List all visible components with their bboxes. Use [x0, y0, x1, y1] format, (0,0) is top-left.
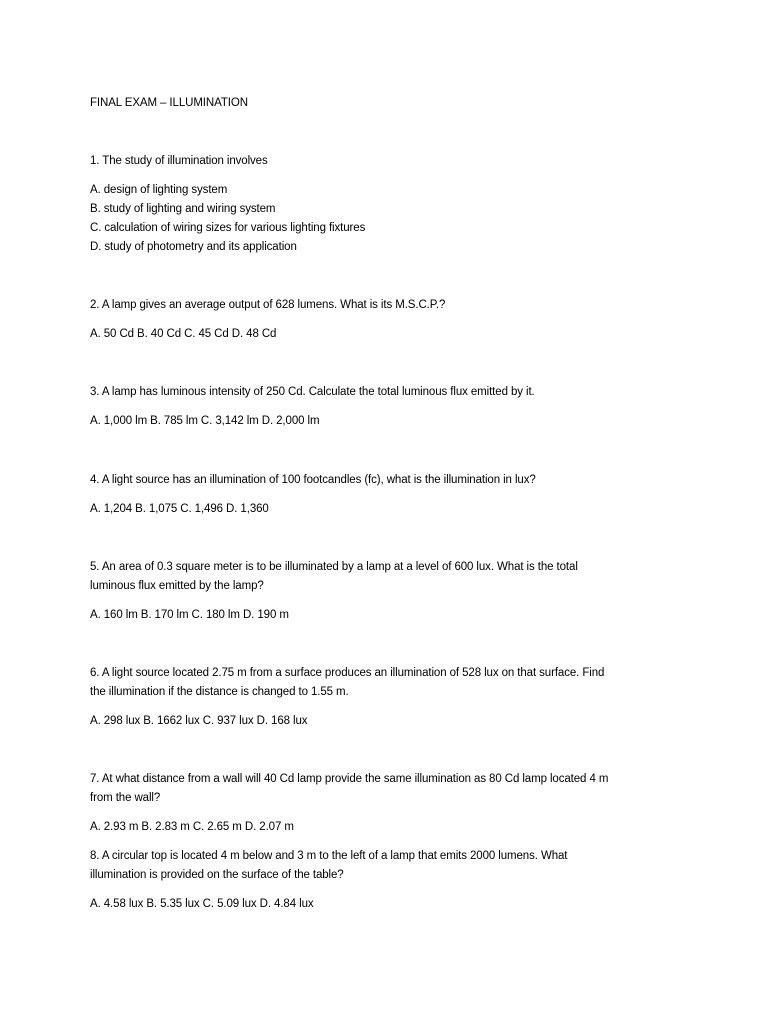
question-7-text-line-1: 7. At what distance from a wall will 40 Cd lamp provide the same illumination as 80 Cd lamp located 4 m	[90, 773, 609, 785]
question-4-choices: A. 1,204 B. 1,075 C. 1,496 D. 1,360	[90, 503, 269, 515]
question-3-text: 3. A lamp has luminous intensity of 250 Cd. Calculate the total luminous flux emitted by it.	[90, 386, 535, 398]
question-1-choice-d: D. study of photometry and its application	[90, 241, 297, 253]
question-6-text-line-1: 6. A light source located 2.75 m from a surface produces an illumination of 528 lux on that surface. Find	[90, 667, 605, 679]
exam-title: FINAL EXAM – ILLUMINATION	[90, 97, 248, 109]
question-1-choice-a: A. design of lighting system	[90, 184, 228, 196]
question-1-choice-b: B. study of lighting and wiring system	[90, 203, 276, 215]
question-8-choices: A. 4.58 lux B. 5.35 lux C. 5.09 lux D. 4.84 lux	[90, 898, 314, 910]
question-6-choices: A. 298 lux B. 1662 lux C. 937 lux D. 168 lux	[90, 715, 308, 727]
question-6-text-line-2: the illumination if the distance is changed to 1.55 m.	[90, 686, 349, 698]
question-8-text-line-2: illumination is provided on the surface of the table?	[90, 869, 344, 881]
question-5-choices: A. 160 lm B. 170 lm C. 180 lm D. 190 m	[90, 609, 289, 621]
question-7-choices: A. 2.93 m B. 2.83 m C. 2.65 m D. 2.07 m	[90, 821, 294, 833]
question-4-text: 4. A light source has an illumination of 100 footcandles (fc), what is the illumination in lux?	[90, 474, 536, 486]
question-2-text: 2. A lamp gives an average output of 628 lumens. What is its M.S.C.P.?	[90, 299, 446, 311]
question-1-text: 1. The study of illumination involves	[90, 155, 268, 167]
question-7-text-line-2: from the wall?	[90, 792, 161, 804]
question-2-choices: A. 50 Cd B. 40 Cd C. 45 Cd D. 48 Cd	[90, 328, 277, 340]
question-5-text-line-2: luminous flux emitted by the lamp?	[90, 580, 264, 592]
question-5-text-line-1: 5. An area of 0.3 square meter is to be illuminated by a lamp at a level of 600 lux. What is the total	[90, 561, 578, 573]
question-3-choices: A. 1,000 lm B. 785 lm C. 3,142 lm D. 2,000 lm	[90, 415, 320, 427]
question-8-text-line-1: 8. A circular top is located 4 m below and 3 m to the left of a lamp that emits 2000 lumens. What	[90, 850, 568, 862]
question-1-choice-c: C. calculation of wiring sizes for various lighting fixtures	[90, 222, 366, 234]
